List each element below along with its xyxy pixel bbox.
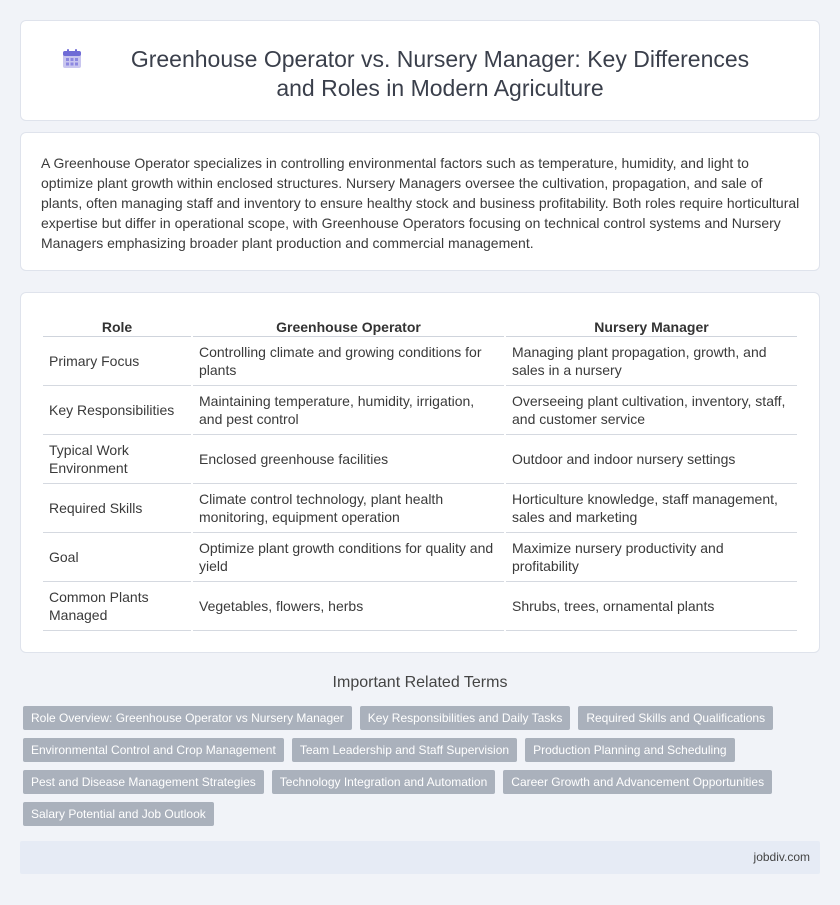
table-row [43,386,797,435]
greenhouse-cell: Vegetables, flowers, herbs [193,582,504,631]
table-row [43,533,797,582]
related-term-tag[interactable]: Career Growth and Advancement Opportunities [503,770,772,794]
intro-card [20,132,820,271]
related-term-tag[interactable]: Production Planning and Scheduling [525,738,734,762]
table-row [43,484,797,533]
header-role: Role [43,315,191,337]
related-term-tag[interactable]: Pest and Disease Management Strategies [23,770,264,794]
nursery-cell: Shrubs, trees, ornamental plants [506,582,797,631]
table-row [43,337,797,386]
row-label: Common Plants Managed [43,582,191,631]
nursery-cell: Managing plant propagation, growth, and sales in a nursery [506,337,797,386]
nursery-cell: Maximize nursery productivity and profitability [506,533,797,582]
row-label: Primary Focus [43,337,191,386]
table-row [43,435,797,484]
nursery-cell: Overseeing plant cultivation, inventory, staff, and customer service [506,386,797,435]
related-term-tag[interactable]: Technology Integration and Automation [272,770,495,794]
related-term-tag[interactable]: Required Skills and Qualifications [578,706,773,730]
comparison-card [20,292,820,653]
related-term-tag[interactable]: Key Responsibilities and Daily Tasks [360,706,571,730]
title-card [20,20,820,121]
footer [20,841,820,874]
nursery-cell: Outdoor and indoor nursery settings [506,435,797,484]
nursery-cell: Horticulture knowledge, staff management, sales and marketing [506,484,797,533]
greenhouse-cell: Maintaining temperature, humidity, irrigation, and pest control [193,386,504,435]
row-label: Required Skills [43,484,191,533]
comparison-table [41,315,799,631]
page-title: Greenhouse Operator vs. Nursery Manager: Key Differences and Roles in Modern Agriculture [130,46,750,101]
related-term-tag[interactable]: Role Overview: Greenhouse Operator vs Nursery Manager [23,706,352,730]
row-label: Goal [43,533,191,582]
intro-paragraph: A Greenhouse Operator specializes in controlling environmental factors such as temperature, humidity, and light to optimize plant growth within enclosed structures. Nursery Managers oversee the cultivation, propagation, and sale of plants, often managing staff and inventory to ensure healthy stock and business profitability. Both roles require horticultural expertise but differ in operational scope, with Greenhouse Operators focusing on technical control systems and Nursery Managers emphasizing broader plant production and commercial management. [41,155,800,251]
header-greenhouse-operator: Greenhouse Operator [193,315,504,337]
table-header-row [43,315,797,337]
greenhouse-cell: Climate control technology, plant health monitoring, equipment operation [193,484,504,533]
related-terms-title: Important Related Terms [332,674,508,691]
greenhouse-cell: Optimize plant growth conditions for quality and yield [193,533,504,582]
related-term-tag[interactable]: Environmental Control and Crop Management [23,738,284,762]
greenhouse-cell: Controlling climate and growing conditions for plants [193,337,504,386]
row-label: Typical Work Environment [43,435,191,484]
related-terms-list [23,706,813,834]
table-row [43,582,797,631]
greenhouse-cell: Enclosed greenhouse facilities [193,435,504,484]
related-term-tag[interactable]: Team Leadership and Staff Supervision [292,738,517,762]
row-label: Key Responsibilities [43,386,191,435]
footer-site-link[interactable]: jobdiv.com [753,850,810,864]
header-nursery-manager: Nursery Manager [506,315,797,337]
related-term-tag[interactable]: Salary Potential and Job Outlook [23,802,214,826]
